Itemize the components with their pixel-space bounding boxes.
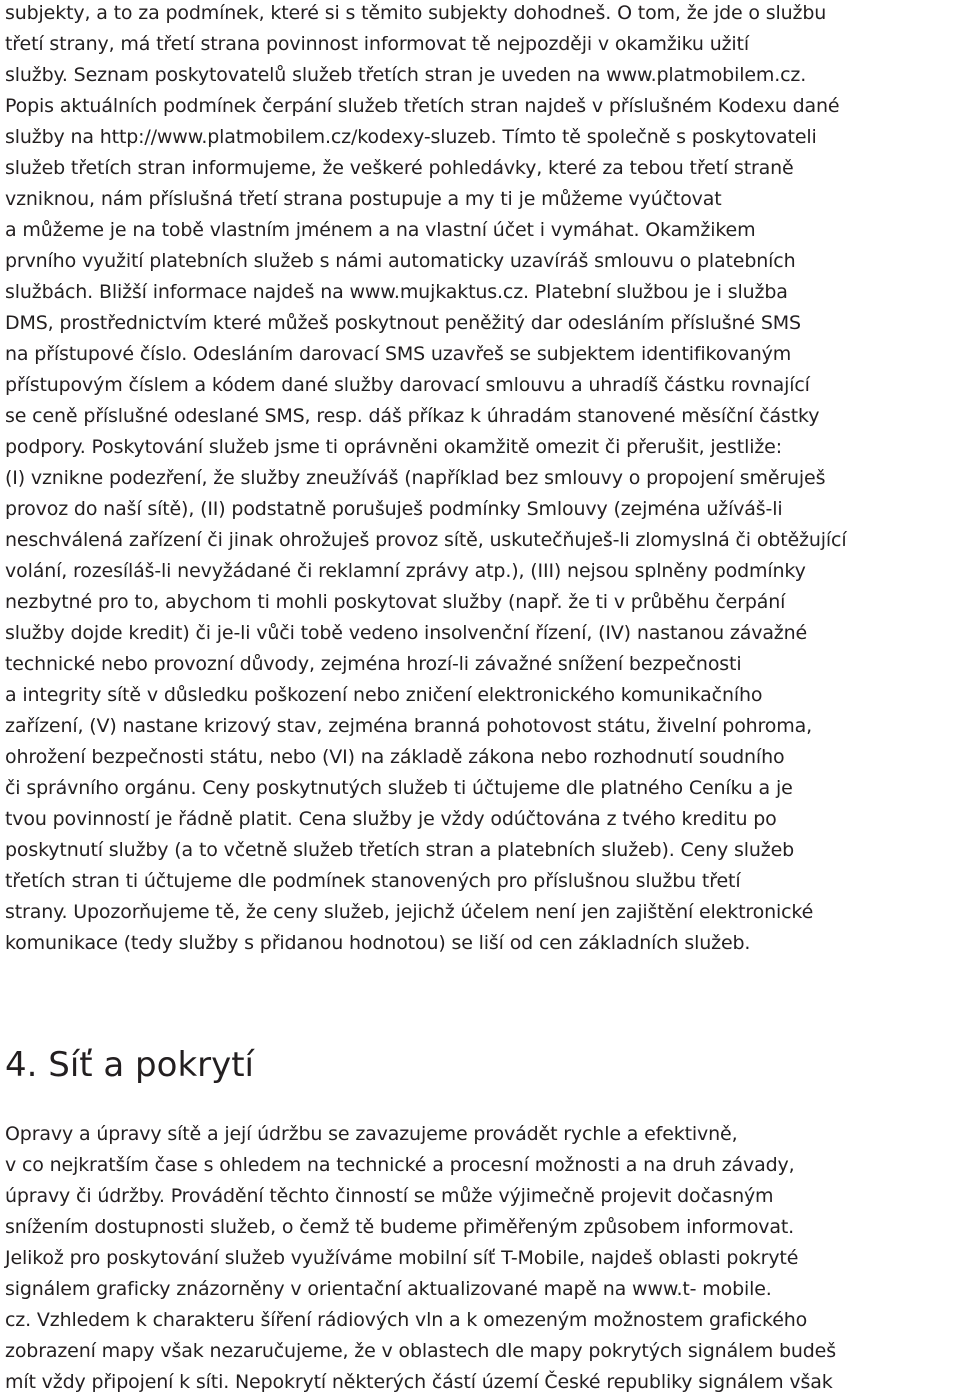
text-line: DMS, prostřednictvím které můžeš poskytnout peněžitý dar odesláním příslušné SMS bbox=[5, 312, 801, 334]
text-line: tvou povinností je řádně platit. Cena služby je vždy odúčtována z tvého kreditu po bbox=[5, 808, 777, 830]
text-line: Opravy a úpravy sítě a její údržbu se zavazujeme provádět rychle a efektivně, bbox=[5, 1123, 738, 1145]
text-line: zobrazení mapy však nezaručujeme, že v oblastech dle mapy pokrytých signálem budeš bbox=[5, 1340, 836, 1362]
text-line: Popis aktuálních podmínek čerpání služeb třetích stran najdeš v příslušném Kodexu dané bbox=[5, 95, 840, 117]
text-line: subjekty, a to za podmínek, které si s těmito subjekty dohodneš. O tom, že jde o službu bbox=[5, 2, 827, 24]
text-line: Jelikož pro poskytování služeb využíváme mobilní síť T-Mobile, najdeš oblasti pokryté bbox=[5, 1247, 799, 1269]
section-heading: 4. Síť a pokrytí bbox=[5, 1045, 255, 1085]
text-line: mít vždy připojení k síti. Nepokrytí některých částí území České republiky signálem však bbox=[5, 1371, 833, 1393]
text-line: a můžeme je na tobě vlastním jménem a na vlastní účet i vymáhat. Okamžikem bbox=[5, 219, 756, 241]
text-line: nezbytné pro to, abychom ti mohli poskytovat služby (např. že ti v průběhu čerpání bbox=[5, 591, 786, 613]
text-line: v co nejkratším čase s ohledem na technické a procesní možnosti a na druh závady, bbox=[5, 1154, 795, 1176]
text-line: úpravy či údržby. Provádění těchto činností se může výjimečně projevit dočasným bbox=[5, 1185, 774, 1207]
text-line: služeb třetích stran informujeme, že veškeré pohledávky, které za tebou třetí straně bbox=[5, 157, 794, 179]
text-line: přístupovým číslem a kódem dané služby darovací smlouvu a uhradíš částku rovnající bbox=[5, 374, 810, 396]
text-line: prvního využití platebních služeb s námi automaticky uzavíráš smlouvu o platebních bbox=[5, 250, 796, 272]
text-line: služby. Seznam poskytovatelů služeb třetích stran je uveden na www.platmobilem.cz. bbox=[5, 64, 807, 86]
text-line: strany. Upozorňujeme tě, že ceny služeb, jejichž účelem není jen zajištění elektronické bbox=[5, 901, 814, 923]
text-line: ohrožení bezpečnosti státu, nebo (VI) na základě zákona nebo rozhodnutí soudního bbox=[5, 746, 785, 768]
text-line: službách. Bližší informace najdeš na www.mujkaktus.cz. Platební službou je i služba bbox=[5, 281, 788, 303]
text-line: třetí strany, má třetí strana povinnost informovat tě nejpozději v okamžiku užití bbox=[5, 33, 749, 55]
text-line: neschválená zařízení či jinak ohrožuješ provoz sítě, uskutečňuješ-li zlomyslná či obtěžující bbox=[5, 529, 847, 551]
text-line: zařízení, (V) nastane krizový stav, zejména branná pohotovost státu, živelní pohroma, bbox=[5, 715, 813, 737]
text-line: poskytnutí služby (a to včetně služeb třetích stran a platebních služeb). Ceny služeb bbox=[5, 839, 795, 861]
text-line: komunikace (tedy služby s přidanou hodnotou) se liší od cen základních služeb. bbox=[5, 932, 751, 954]
text-line: služby dojde kredit) či je-li vůči tobě vedeno insolvenční řízení, (IV) nastanou závažné bbox=[5, 622, 808, 644]
text-line: či správního orgánu. Ceny poskytnutých služeb ti účtujeme dle platného Ceníku a je bbox=[5, 777, 793, 799]
text-line: vzniknou, nám příslušná třetí strana postupuje a my ti je můžeme vyúčtovat bbox=[5, 188, 722, 210]
text-line: podpory. Poskytování služeb jsme ti oprávněni okamžitě omezit či přerušit, jestliže: bbox=[5, 436, 782, 458]
text-line: se ceně příslušné odeslané SMS, resp. dáš příkaz k úhradám stanovené měsíční částky bbox=[5, 405, 820, 427]
text-line: provoz do naší sítě), (II) podstatně porušuješ podmínky Smlouvy (zejména užíváš-li bbox=[5, 498, 783, 520]
text-line: a integrity sítě v důsledku poškození nebo zničení elektronického komunikačního bbox=[5, 684, 763, 706]
text-line: třetích stran ti účtujeme dle podmínek stanovených pro příslušnou službu třetí bbox=[5, 870, 741, 892]
text-line: cz. Vzhledem k charakteru šíření rádiových vln a k omezeným možnostem grafického bbox=[5, 1309, 808, 1331]
text-line: volání, rozesíláš-li nevyžádané či reklamní zprávy atp.), (III) nejsou splněny podmínky bbox=[5, 560, 806, 582]
text-line: snížením dostupnosti služeb, o čemž tě budeme přiměřeným způsobem informovat. bbox=[5, 1216, 795, 1238]
text-line: technické nebo provozní důvody, zejména hrozí-li závažné snížení bezpečnosti bbox=[5, 653, 742, 675]
text-line: na přístupové číslo. Odesláním darovací SMS uzavřeš se subjektem identifikovaným bbox=[5, 343, 792, 365]
text-line: signálem graficky znázorněny v orientační aktualizované mapě na www.t- mobile. bbox=[5, 1278, 772, 1300]
text-line: služby na http://www.platmobilem.cz/kodexy-sluzeb. Tímto tě společně s poskytovateli bbox=[5, 126, 817, 148]
text-line: (I) vznikne podezření, že služby zneužíváš (například bez smlouvy o propojení směruješ bbox=[5, 467, 826, 489]
